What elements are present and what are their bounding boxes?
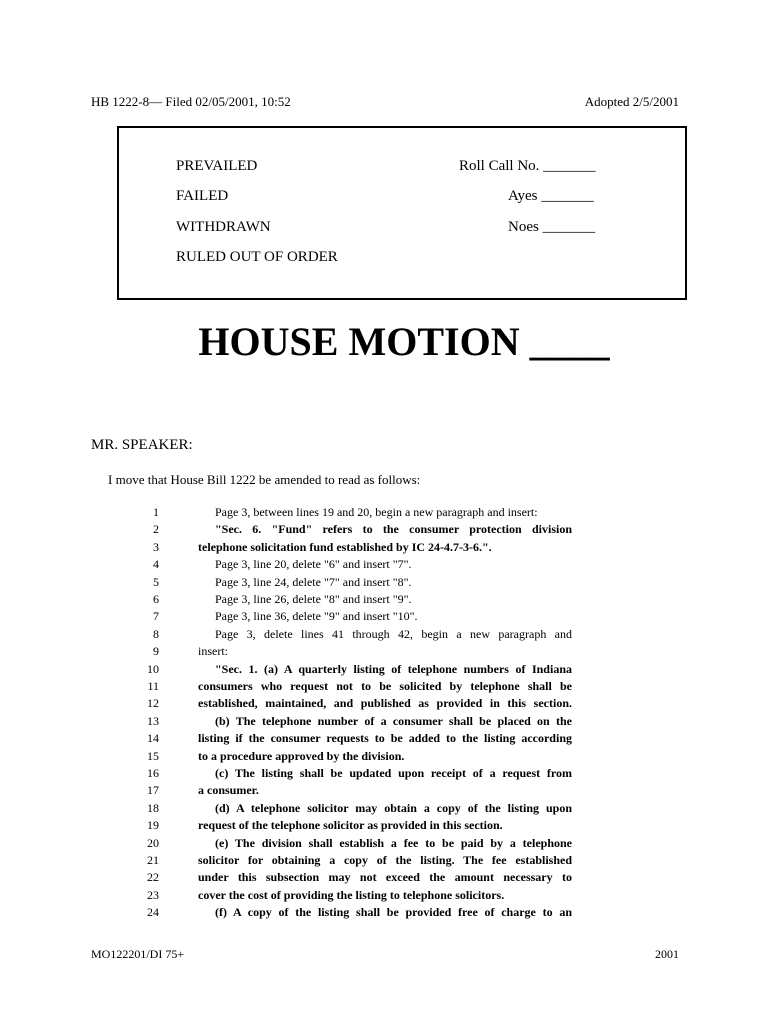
line-number: 20 xyxy=(147,835,159,850)
line-text: under this subsection may not exceed the amount necessary to xyxy=(198,870,572,885)
line-number: 13 xyxy=(147,713,159,728)
noes-label: Noes _______ xyxy=(508,219,596,235)
line-number: 22 xyxy=(147,870,159,885)
line-number: 18 xyxy=(147,800,159,815)
line-text: to a procedure approved by the division. xyxy=(198,748,405,763)
line-number: 7 xyxy=(153,609,159,624)
line-text: (f) A copy of the listing shall be provided free of charge to an xyxy=(215,905,572,920)
line-text: Page 3, line 24, delete "7" and insert "8". xyxy=(215,574,412,589)
line-text: (c) The listing shall be updated upon receipt of a request from xyxy=(215,766,572,780)
line-text: listing if the consumer requests to be added to the listing according xyxy=(198,731,572,746)
footer-document-code: MO122201/DI 75+ xyxy=(91,947,185,961)
line-text: Page 3, line 20, delete "6" and insert "7". xyxy=(215,557,412,572)
line-text: request of the telephone solicitor as provided in this section. xyxy=(198,818,503,833)
line-text: consumers who request not to be solicited by telephone shall be xyxy=(198,679,572,693)
line-text: "Sec. 1. (a) A quarterly listing of telephone numbers of Indiana xyxy=(215,661,572,676)
line-number: 16 xyxy=(147,766,159,780)
line-text: Page 3, between lines 19 and 20, begin a new paragraph and insert: xyxy=(215,505,538,519)
line-text: a consumer. xyxy=(198,783,259,798)
line-number: 21 xyxy=(147,853,159,867)
line-number: 4 xyxy=(153,557,159,572)
line-text: insert: xyxy=(198,644,228,659)
motion-intro: I move that House Bill 1222 be amended to read as follows: xyxy=(108,472,421,487)
adopted-date: Adopted 2/5/2001 xyxy=(584,94,679,109)
footer-year: 2001 xyxy=(655,947,679,961)
withdrawn-label: WITHDRAWN xyxy=(176,219,271,235)
ruled-out-label: RULED OUT OF ORDER xyxy=(176,249,338,265)
line-number: 15 xyxy=(147,748,159,763)
line-text: telephone solicitation fund established by IC 24-4.7-3-6.". xyxy=(198,539,492,554)
page-title: HOUSE MOTION ____ xyxy=(198,319,610,364)
line-number: 3 xyxy=(153,539,159,554)
line-number: 2 xyxy=(153,522,159,537)
vote-status-box xyxy=(117,126,687,300)
line-number: 1 xyxy=(153,505,159,519)
ayes-label: Ayes _______ xyxy=(508,188,594,204)
line-text: cover the cost of providing the listing to telephone solicitors. xyxy=(198,887,505,902)
line-number: 10 xyxy=(147,661,159,676)
line-number: 23 xyxy=(147,887,159,902)
line-number: 24 xyxy=(147,905,159,920)
line-number: 6 xyxy=(153,592,159,606)
line-text: Page 3, line 36, delete "9" and insert "10". xyxy=(215,609,418,624)
line-text: Page 3, line 26, delete "8" and insert "9". xyxy=(215,592,412,606)
failed-label: FAILED xyxy=(176,188,229,204)
line-text: (b) The telephone number of a consumer shall be placed on the xyxy=(215,713,572,728)
line-text: established, maintained, and published as provided in this section. xyxy=(198,696,572,711)
line-text: (d) A telephone solicitor may obtain a copy of the listing upon xyxy=(215,800,572,815)
line-number: 9 xyxy=(153,644,159,659)
line-text: solicitor for obtaining a copy of the listing. The fee established xyxy=(198,853,572,867)
prevailed-label: PREVAILED xyxy=(176,158,258,174)
line-text: Page 3, delete lines 41 through 42, begin a new paragraph and xyxy=(215,626,572,641)
line-number: 12 xyxy=(147,696,159,711)
roll-call-label: Roll Call No. _______ xyxy=(459,158,596,174)
line-number: 19 xyxy=(147,818,159,833)
line-number: 17 xyxy=(147,783,159,798)
salutation: MR. SPEAKER: xyxy=(91,437,193,453)
line-number: 5 xyxy=(153,574,159,589)
line-text: "Sec. 6. "Fund" refers to the consumer protection division xyxy=(215,522,572,537)
line-text: (e) The division shall establish a fee to be paid by a telephone xyxy=(215,835,572,850)
line-number: 11 xyxy=(147,679,159,693)
document-id: HB 1222-8— Filed 02/05/2001, 10:52 xyxy=(91,94,291,109)
line-number: 14 xyxy=(147,731,159,746)
line-number: 8 xyxy=(153,626,159,641)
